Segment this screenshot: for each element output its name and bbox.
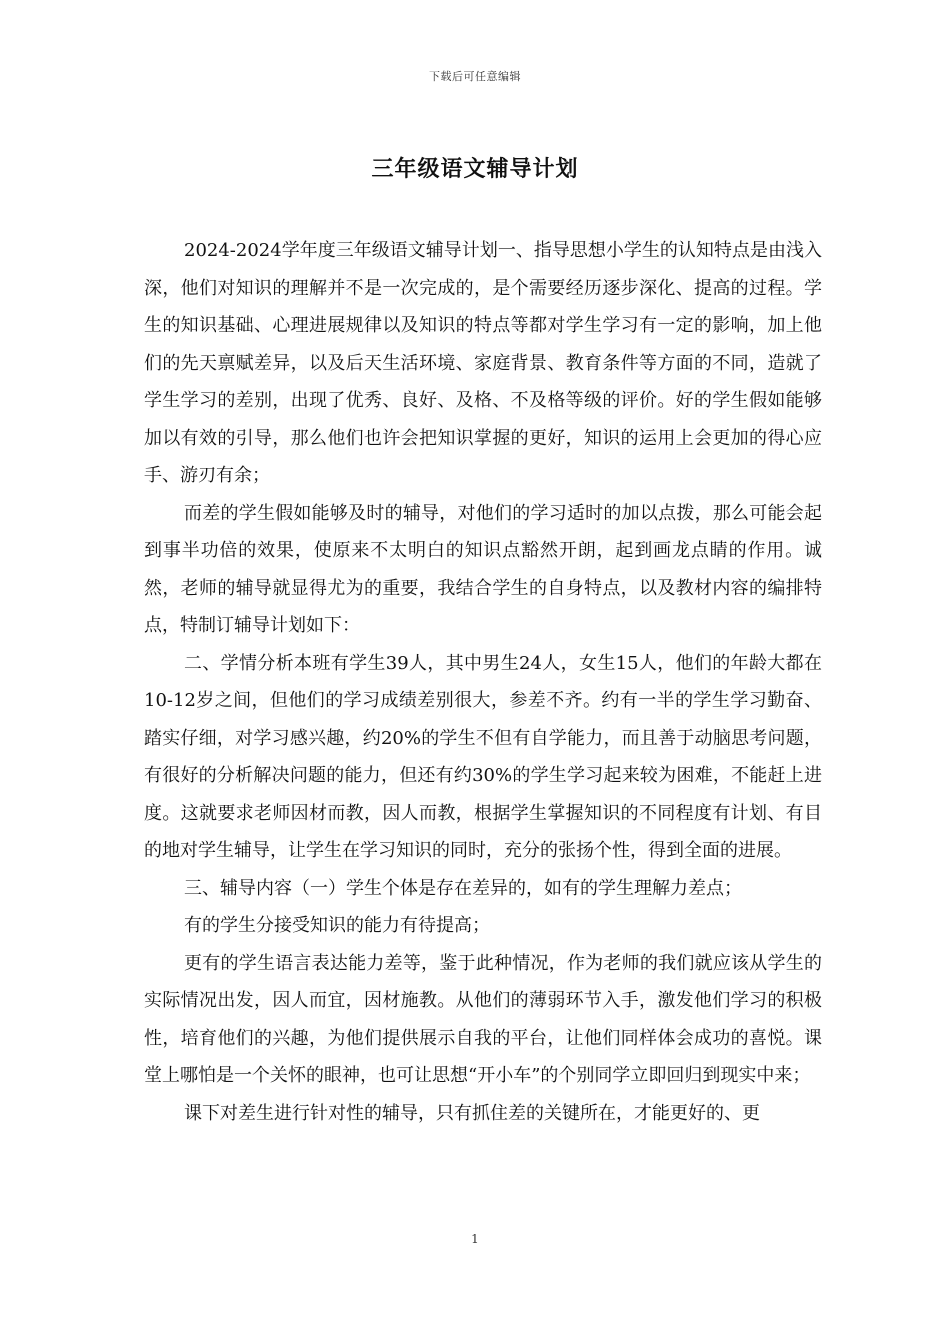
paragraph-expression-ability: 更有的学生语言表达能力差等，鉴于此种情况，作为老师的我们就应该从学生的实际情况出发，因人而宜，因材施教。从他们的薄弱环节入手，激发他们学习的积极性，培育他们的兴趣，为他们提供展示自我的平台，让他们同样体会成功的喜悦。课堂上哪怕是一个关怀的眼神，也可让思想“开小车”的个别同学立即回归到现实中来； [144, 952, 822, 1086]
paragraph-class-analysis: 二、学情分析本班有学生39人，其中男生24人，女生15人，他们的年龄大都在10-12岁之间，但他们的学习成绩差别很大，参差不齐。约有一半的学生学习勤奋、踏实仔细，对学习感兴趣，约20%的学生不但有自学能力，而且善于动脑思考问题，有很好的分析解决问题的能力，但还有约30%的学生学习起来较为困难，不能赶上进度。这就要求老师因材而教，因人而教，根据学生掌握知识的不同程度有计划、有目的地对学生辅导，让学生在学习知识的同时，充分的张扬个性，得到全面的进展。 [144, 652, 822, 861]
page-header: 下载后可任意编辑 [429, 70, 521, 83]
paragraph-tutoring-importance: 而差的学生假如能够及时的辅导，对他们的学习适时的加以点拨，那么可能会起到事半功倍的效果，使原来不太明白的知识点豁然开朗，起到画龙点睛的作用。诚然，老师的辅导就显得尤为的重要，我结合学生的自身特点，以及教材内容的编排特点，特制订辅导计划如下： [144, 502, 822, 636]
paragraph-tutoring-content: 三、辅导内容（一）学生个体是存在差异的，如有的学生理解力差点； [184, 877, 742, 899]
paragraph-receptive-ability: 有的学生分接受知识的能力有待提高； [184, 915, 490, 936]
document-title: 三年级语文辅导计划 [371, 156, 579, 182]
paragraph-guiding-ideology: 2024-2024学年度三年级语文辅导计划一、指导思想小学生的认知特点是由浅入深，他们对知识的理解并不是一次完成的，是个需要经历逐步深化、提高的过程。学生的知识基础、心理进展规律以及知识的特点等都对学生学习有一定的影响，加上他们的先天禀赋差异，以及后天生活环境、家庭背景、教育条件等方面的不同，造就了学生学习的差别，出现了优秀、良好、及格、不及格等级的评价。好的学生假如能够加以有效的引导，那么他们也许会把知识掌握的更好，知识的运用上会更加的得心应手、游刃有余； [144, 240, 822, 486]
paragraph-after-class: 课下对差生进行针对性的辅导，只有抓住差的关键所在，才能更好的、更 [184, 1102, 760, 1124]
document-body [144, 232, 822, 1132]
page-number: 1 [471, 1232, 479, 1246]
